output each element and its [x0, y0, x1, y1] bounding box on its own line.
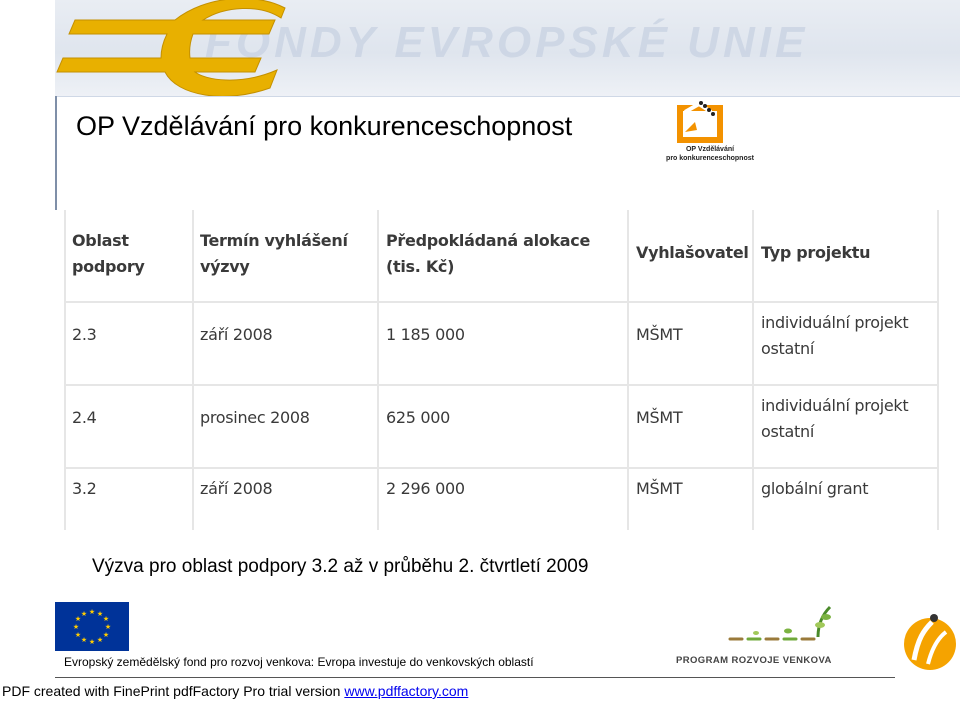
footer-divider: [55, 677, 895, 678]
svg-text:★: ★: [102, 631, 110, 639]
call-note: Výzva pro oblast podpory 3.2 až v průběhu 2. čtvrtletí 2009: [92, 556, 589, 577]
table-cell-termin: prosinec 2008: [200, 408, 310, 427]
svg-text:★: ★: [80, 610, 88, 618]
svg-text:★: ★: [88, 608, 96, 616]
svg-text:★: ★: [74, 615, 82, 623]
prv-program-logo-text: PROGRAM ROZVOJE VENKOVA: [676, 655, 832, 666]
svg-text:★: ★: [88, 638, 96, 646]
table-gridline: [627, 210, 629, 530]
table-cell-oblast: 3.2: [72, 479, 97, 498]
banner-watermark-text: FONDY EVROPSKÉ UNIE: [205, 18, 809, 67]
pdfactory-link[interactable]: www.pdffactory.com: [344, 683, 469, 699]
table-gridline: [752, 210, 754, 530]
table-gridline: [66, 301, 938, 303]
svg-text:★: ★: [80, 636, 88, 644]
svg-text:★: ★: [72, 623, 80, 631]
table-cell-vyhlasovatel: MŠMT: [636, 479, 683, 498]
table-cell-vyhlasovatel: MŠMT: [636, 408, 683, 427]
svg-text:★: ★: [104, 623, 112, 631]
table-cell-alokace: 2 296 000: [386, 479, 465, 498]
slide-title: OP Vzdělávání pro konkurenceschopnost: [76, 111, 573, 141]
table-gridline: [66, 467, 938, 469]
svg-text:★: ★: [96, 636, 104, 644]
op-vk-logo-text: [655, 145, 765, 163]
table-cell-vyhlasovatel: MŠMT: [636, 325, 683, 344]
footer-eafrd-text: Evropský zemědělský fond pro rozvoj venkova: Evropa investuje do venkovských oblastí: [64, 655, 534, 669]
euro-symbol-icon: [55, 0, 315, 96]
table-cell-termin: září 2008: [200, 479, 273, 498]
top-banner: [55, 0, 960, 96]
header-typ: Typ projektu: [761, 243, 871, 262]
op-logo-line2: pro konkurenceschopnost: [666, 155, 754, 162]
table-cell-termin: září 2008: [200, 325, 273, 344]
op-logo-line1: OP Vzdělávání: [685, 146, 735, 153]
header-divider: [55, 96, 960, 97]
table-cell-alokace: 625 000: [386, 408, 451, 427]
table-gridline: [66, 384, 938, 386]
table-cell-alokace: 1 185 000: [386, 325, 465, 344]
table-cell-oblast: 2.4: [72, 408, 97, 427]
table-cell-oblast: 2.3: [72, 325, 97, 344]
header-alokace: Předpokládaná alokace (tis. Kč): [386, 231, 591, 276]
header-oblast: Oblast podpory: [72, 231, 145, 276]
table-cell-typ: individuální projekt ostatní: [761, 313, 909, 358]
table-cell-typ: globální grant: [761, 479, 869, 498]
svg-text:★: ★: [96, 610, 104, 618]
left-accent-bar: [55, 96, 57, 210]
svg-text:★: ★: [74, 631, 82, 639]
table-gridline: [377, 210, 379, 530]
pdf-credit-text: PDF created with FinePrint pdfFactory Pro trial version: [2, 683, 345, 699]
leader-logo-icon: [898, 608, 960, 678]
table-gridline: [192, 210, 194, 530]
eu-flag-icon: [55, 602, 129, 651]
header-termin: Termín vyhlášení výzvy: [200, 231, 348, 276]
table-gridline: [64, 210, 66, 530]
table-gridline: [937, 210, 939, 530]
header-vyhlasovatel: Vyhlašovatel: [636, 243, 749, 262]
pdf-credit-line: [2, 683, 468, 699]
svg-text:★: ★: [102, 615, 110, 623]
table-cell-typ: individuální projekt ostatní: [761, 396, 909, 441]
